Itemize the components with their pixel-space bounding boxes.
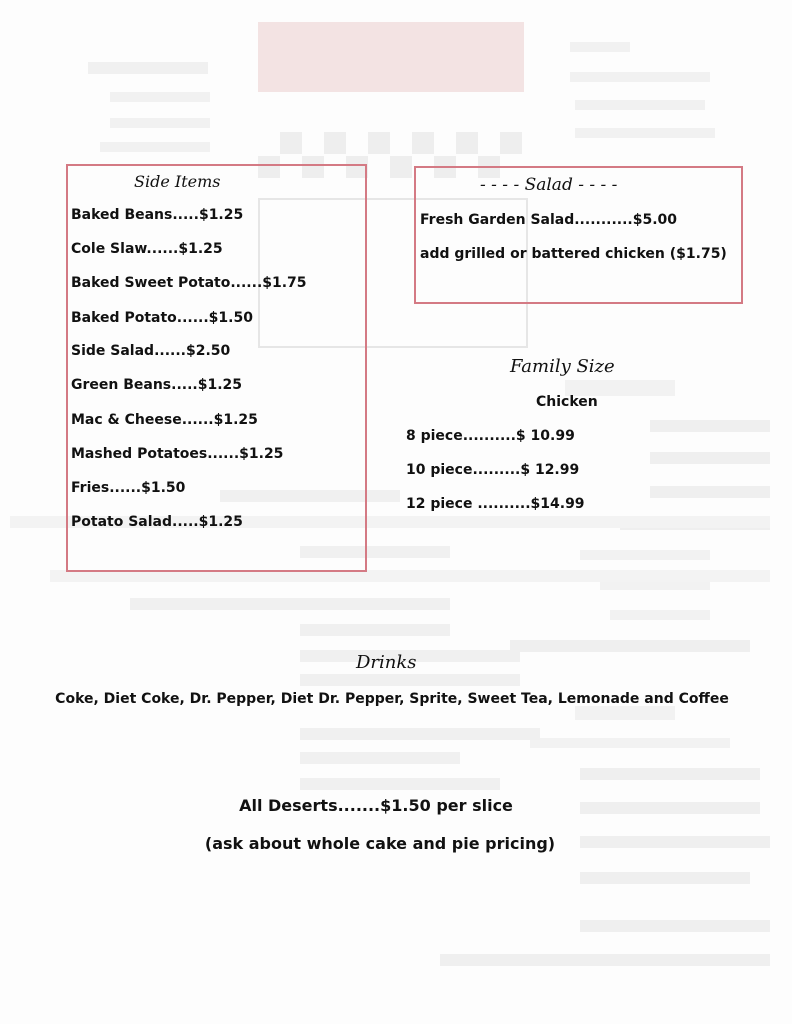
side-item: Mac & Cheese......$1.25 (71, 412, 258, 428)
side-item: Mashed Potatoes......$1.25 (71, 446, 284, 462)
desserts-line: All Deserts.......$1.50 per slice (239, 796, 513, 815)
side-item: Baked Potato......$1.50 (71, 310, 253, 326)
family-size-item: 10 piece.........$ 12.99 (406, 462, 580, 478)
side-items-title: Side Items (134, 172, 221, 191)
salad-addon: add grilled or battered chicken ($1.75) (420, 246, 727, 262)
family-size-item: 12 piece ..........$14.99 (406, 496, 585, 512)
side-item: Green Beans.....$1.25 (71, 377, 243, 393)
side-item: Fries......$1.50 (71, 480, 186, 496)
side-item: Side Salad......$2.50 (71, 343, 231, 359)
side-item: Potato Salad.....$1.25 (71, 514, 243, 530)
salad-title: - - - - Salad - - - - (480, 175, 618, 195)
desserts-note: (ask about whole cake and pie pricing) (204, 834, 556, 853)
side-items-panel (66, 164, 367, 572)
family-size-title: Family Size (510, 356, 615, 377)
ghost-logo-block (258, 22, 524, 92)
family-size-item: 8 piece..........$ 10.99 (406, 428, 575, 444)
drinks-title: Drinks (356, 652, 417, 673)
side-item: Cole Slaw......$1.25 (71, 241, 223, 257)
salad-item: Fresh Garden Salad...........$5.00 (420, 212, 678, 228)
drinks-list: Coke, Diet Coke, Dr. Pepper, Diet Dr. Pepper, Sprite, Sweet Tea, Lemonade and Coffee (55, 691, 729, 707)
family-size-subtitle: Chicken (536, 394, 598, 410)
side-item: Baked Sweet Potato......$1.75 (71, 275, 307, 291)
side-item: Baked Beans.....$1.25 (71, 207, 244, 223)
